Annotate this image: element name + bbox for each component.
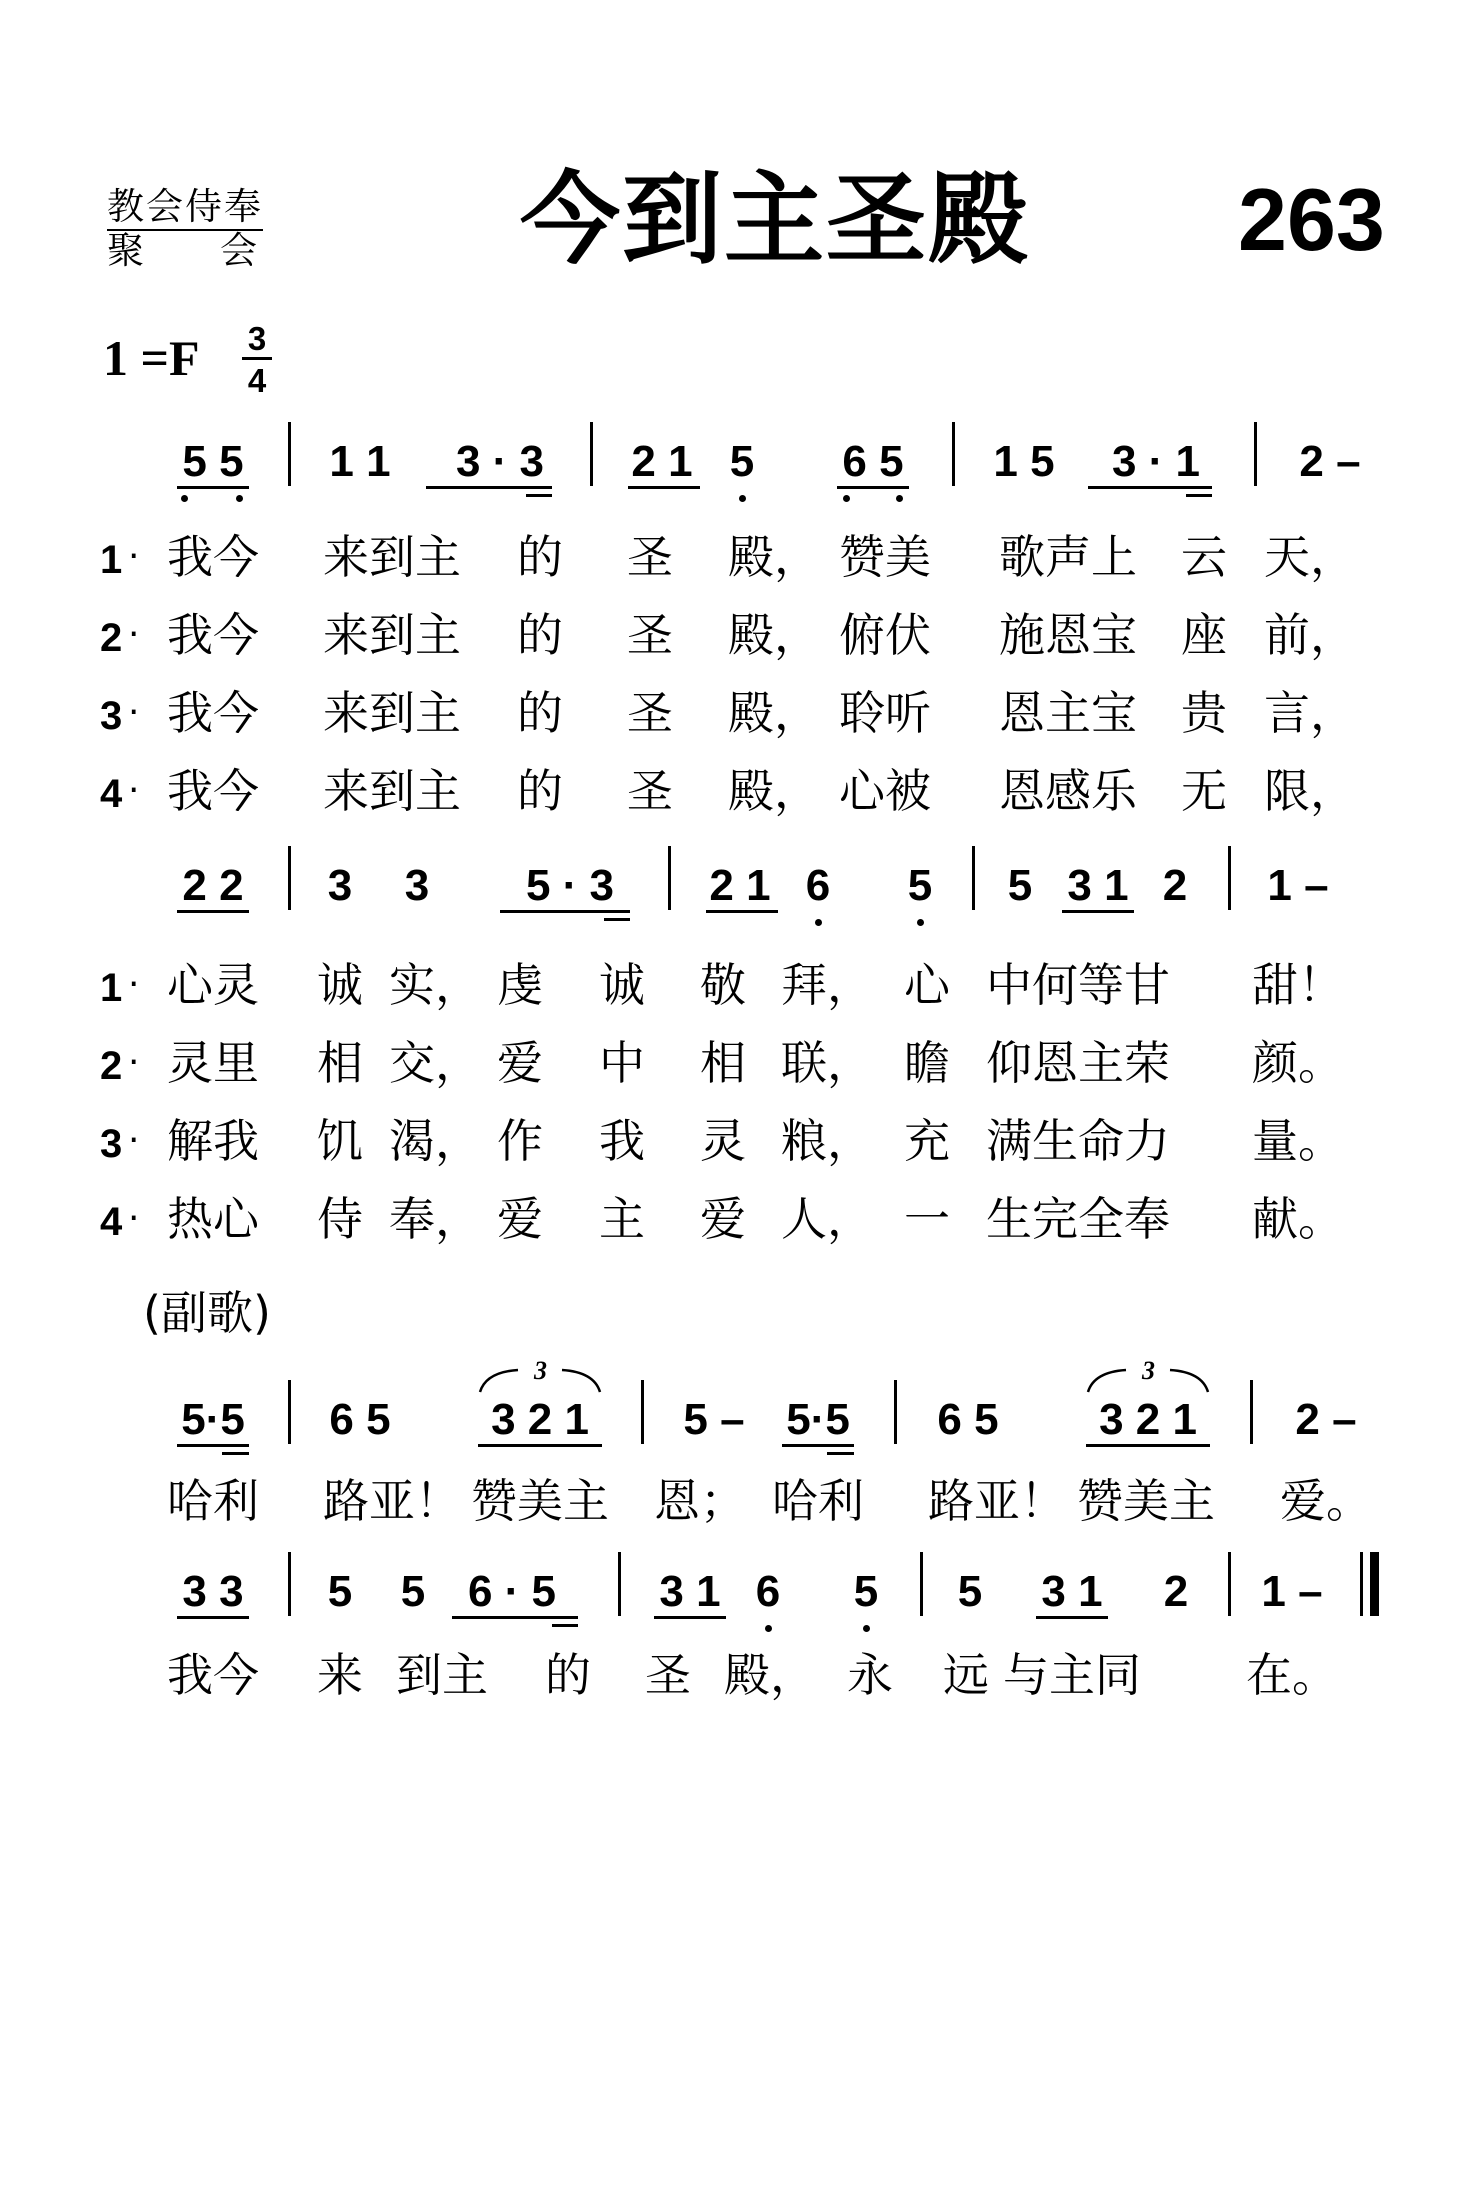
- lyric-syllable: 我: [599, 1114, 645, 1168]
- lyric-syllable: 哈利: [772, 1474, 864, 1528]
- lyric-syllable: 在。: [1246, 1648, 1338, 1702]
- note: 5: [327, 1567, 353, 1616]
- lyric-syllable: 交，: [389, 1036, 481, 1090]
- lyric-syllable: 瞻: [904, 1036, 950, 1090]
- note-group: 6 5: [937, 1395, 999, 1444]
- note-underline: [654, 1616, 726, 1619]
- lyric-syllable: 颜。: [1252, 1036, 1344, 1090]
- bar-line: [590, 422, 593, 486]
- lyric-syllable: 爱: [497, 1036, 543, 1090]
- lyric-syllable: 满生命力: [986, 1114, 1170, 1168]
- verse-number-dot: ·: [128, 614, 140, 655]
- note-group: 3 3: [182, 1567, 244, 1616]
- note-underline: [837, 486, 909, 489]
- low-octave-dot: [843, 495, 850, 502]
- category-label: 教会侍奉: [107, 188, 263, 231]
- lyric-syllable: 永: [847, 1648, 893, 1702]
- lyric-syllable: 来: [317, 1648, 363, 1702]
- note-group: 6 · 5: [467, 1567, 557, 1616]
- lyric-syllable: 仰恩主荣: [986, 1036, 1170, 1090]
- verse-number-dot: ·: [128, 1198, 140, 1239]
- lyric-syllable: 聆听: [839, 686, 931, 740]
- category-sub-char: 聚: [107, 229, 146, 272]
- lyric-syllable: 主: [599, 1192, 645, 1246]
- note: 5: [907, 861, 933, 910]
- note-group: 6 5: [842, 437, 904, 486]
- lyric-syllable: 心灵: [167, 958, 259, 1012]
- time-signature-top: 3: [242, 322, 272, 360]
- note-underline: [1186, 494, 1212, 497]
- note-group: 3 1: [659, 1567, 721, 1616]
- lyric-syllable: 充: [904, 1114, 950, 1168]
- note-underline: [526, 494, 552, 497]
- bar-line: [668, 846, 671, 910]
- lyric-syllable: 人，: [781, 1192, 873, 1246]
- verse-number: 1: [100, 538, 123, 582]
- lyric-syllable: 殿，: [724, 1648, 816, 1702]
- lyric-syllable: 殿，: [728, 764, 820, 818]
- low-octave-dot: [765, 1625, 772, 1632]
- lyric-syllable: 渴，: [389, 1114, 481, 1168]
- lyric-syllable: 的: [517, 764, 563, 818]
- lyric-syllable: 量。: [1252, 1114, 1344, 1168]
- lyric-syllable: 圣: [645, 1648, 691, 1702]
- verse-number-dot: ·: [128, 964, 140, 1005]
- note-group: 1 –: [1261, 1567, 1323, 1616]
- lyric-syllable: 相: [700, 1036, 746, 1090]
- note: 2: [1162, 861, 1188, 910]
- lyric-syllable: 俯伏: [839, 608, 931, 662]
- lyric-syllable: 实，: [389, 958, 481, 1012]
- triplet-number: 3: [534, 1356, 547, 1385]
- note-underline: [478, 1444, 602, 1447]
- lyric-syllable: 灵里: [167, 1036, 259, 1090]
- low-octave-dot: [896, 495, 903, 502]
- note: 5: [400, 1567, 426, 1616]
- final-bar-thick: [1370, 1552, 1379, 1616]
- bar-line: [894, 1380, 897, 1444]
- lyric-syllable: 来到主: [323, 608, 461, 662]
- lyric-syllable: 粮，: [781, 1114, 873, 1168]
- lyric-syllable: 解我: [167, 1114, 259, 1168]
- note: 6: [755, 1567, 781, 1616]
- lyric-syllable: 我今: [167, 530, 259, 584]
- note: 5: [957, 1567, 983, 1616]
- lyric-syllable: 前，: [1264, 608, 1356, 662]
- lyric-syllable: 远: [943, 1648, 989, 1702]
- lyric-syllable: 我今: [167, 608, 259, 662]
- lyric-syllable: 献。: [1252, 1192, 1344, 1246]
- verse-number: 3: [100, 694, 123, 738]
- note-group: 1 1: [329, 437, 391, 486]
- lyric-syllable: 云: [1181, 530, 1227, 584]
- low-octave-dot: [236, 495, 243, 502]
- lyric-syllable: 虔: [497, 958, 543, 1012]
- lyric-syllable: 爱: [497, 1192, 543, 1246]
- bar-line: [972, 846, 975, 910]
- note-group: 5 5: [182, 437, 244, 486]
- verse-number-dot: ·: [128, 1120, 140, 1161]
- bar-line: [288, 422, 291, 486]
- note: 3: [404, 861, 430, 910]
- lyric-syllable: 敬: [700, 958, 746, 1012]
- note-underline: [604, 918, 630, 921]
- bar-line: [952, 422, 955, 486]
- final-bar-thin: [1360, 1552, 1363, 1616]
- note-group: 3 2 1: [1099, 1395, 1197, 1444]
- lyric-syllable: 天，: [1264, 530, 1356, 584]
- note-underline: [552, 1624, 578, 1627]
- lyric-syllable: 诚: [599, 958, 645, 1012]
- lyric-syllable: 来到主: [323, 686, 461, 740]
- lyric-syllable: 相: [317, 1036, 363, 1090]
- bar-line: [288, 846, 291, 910]
- lyric-syllable: 施恩宝: [999, 608, 1137, 662]
- lyric-syllable: 圣: [627, 764, 673, 818]
- lyric-syllable: 来到主: [323, 530, 461, 584]
- note-group: 1 –: [1267, 861, 1329, 910]
- verse-number: 2: [100, 1044, 123, 1088]
- note-underline: [706, 910, 778, 913]
- verse-number-dot: ·: [128, 770, 140, 811]
- note-underline: [177, 1444, 249, 1447]
- lyric-syllable: 的: [517, 530, 563, 584]
- lyric-syllable: 圣: [627, 608, 673, 662]
- lyric-syllable: 路亚！: [323, 1474, 461, 1528]
- lyric-syllable: 无: [1181, 764, 1227, 818]
- note-underline: [177, 910, 249, 913]
- low-octave-dot: [739, 495, 746, 502]
- note-underline: [782, 1444, 854, 1447]
- verse-number: 3: [100, 1122, 123, 1166]
- note-group: 5·5: [181, 1395, 245, 1444]
- time-signature-bottom: 4: [247, 362, 267, 399]
- verse-number: 4: [100, 1200, 123, 1244]
- note-group: 5 · 3: [525, 861, 615, 910]
- note: 2: [1163, 1567, 1189, 1616]
- lyric-syllable: 灵: [700, 1114, 746, 1168]
- note-underline: [177, 1616, 249, 1619]
- low-octave-dot: [181, 495, 188, 502]
- lyric-syllable: 来到主: [323, 764, 461, 818]
- lyric-syllable: 恩主宝: [999, 686, 1137, 740]
- lyric-syllable: 联，: [781, 1036, 873, 1090]
- hymn-number: 263: [1238, 170, 1385, 269]
- lyric-syllable: 与主同: [1003, 1648, 1141, 1702]
- lyric-syllable: 路亚！: [928, 1474, 1066, 1528]
- category-sub-label: [107, 229, 259, 272]
- lyric-syllable: 我今: [167, 1648, 259, 1702]
- note-group: 2 1: [631, 437, 693, 486]
- lyric-syllable: 爱: [700, 1192, 746, 1246]
- lyric-syllable: 中何等甘: [986, 958, 1170, 1012]
- category-sub-char: 会: [220, 229, 259, 272]
- lyric-syllable: 的: [545, 1648, 591, 1702]
- lyric-syllable: 赞美主: [1077, 1474, 1215, 1528]
- lyric-syllable: 的: [517, 608, 563, 662]
- note: 5: [729, 437, 755, 486]
- note-group: 5·5: [786, 1395, 850, 1444]
- note-group: 1 5: [993, 437, 1055, 486]
- hymn-title: 今到主圣殿: [520, 161, 1030, 278]
- lyric-syllable: 贵: [1181, 686, 1227, 740]
- bar-line: [618, 1552, 621, 1616]
- note-group: 2 –: [1295, 1395, 1357, 1444]
- bar-line: [641, 1380, 644, 1444]
- lyric-syllable: 赞美主: [471, 1474, 609, 1528]
- lyric-syllable: 生完全奉: [986, 1192, 1170, 1246]
- note: 5: [1007, 861, 1033, 910]
- lyric-syllable: 圣: [627, 686, 673, 740]
- key-signature: 1 =F: [103, 330, 200, 386]
- verse-number-dot: ·: [128, 536, 140, 577]
- note-group: 3 · 3: [455, 437, 545, 486]
- note-group: 2 –: [1299, 437, 1361, 486]
- bar-line: [1250, 1380, 1253, 1444]
- lyric-syllable: 殿，: [728, 686, 820, 740]
- lyric-syllable: 作: [497, 1114, 543, 1168]
- note-underline: [452, 1616, 578, 1619]
- lyric-syllable: 哈利: [167, 1474, 259, 1528]
- low-octave-dot: [863, 1625, 870, 1632]
- low-octave-dot: [815, 919, 822, 926]
- verse-number: 4: [100, 772, 123, 816]
- verse-number-dot: ·: [128, 692, 140, 733]
- lyric-syllable: 的: [517, 686, 563, 740]
- verse-number: 2: [100, 616, 123, 660]
- lyric-syllable: 饥: [317, 1114, 363, 1168]
- lyric-syllable: 殿，: [728, 530, 820, 584]
- lyric-syllable: 恩；: [654, 1474, 746, 1528]
- bar-line: [1254, 422, 1257, 486]
- low-octave-dot: [917, 919, 924, 926]
- note: 5: [853, 1567, 879, 1616]
- verse-number-dot: ·: [128, 1042, 140, 1083]
- lyric-syllable: 拜，: [781, 958, 873, 1012]
- note-underline: [1036, 1616, 1108, 1619]
- lyric-syllable: 奉，: [389, 1192, 481, 1246]
- lyric-syllable: 殿，: [728, 608, 820, 662]
- note-group: 3 2 1: [491, 1395, 589, 1444]
- note-group: 3 1: [1067, 861, 1129, 910]
- bar-line: [288, 1380, 291, 1444]
- lyric-syllable: 爱。: [1280, 1474, 1372, 1528]
- lyric-syllable: 心: [904, 958, 950, 1012]
- lyric-syllable: 心被: [839, 764, 931, 818]
- lyric-syllable: 限，: [1264, 764, 1356, 818]
- lyric-syllable: 圣: [627, 530, 673, 584]
- lyric-syllable: 热心: [167, 1192, 259, 1246]
- note-underline: [1088, 486, 1212, 489]
- lyric-syllable: 一: [904, 1192, 950, 1246]
- lyric-syllable: 赞美: [839, 530, 931, 584]
- lyric-syllable: 甜！: [1252, 958, 1344, 1012]
- note-underline: [500, 910, 630, 913]
- note-underline: [827, 1452, 854, 1455]
- time-signature: [242, 322, 272, 397]
- chorus-label: (副歌): [143, 1286, 271, 1340]
- bar-line: [1228, 1552, 1231, 1616]
- bar-line: [1228, 846, 1231, 910]
- note-group: 5 –: [683, 1395, 745, 1444]
- note-group: 6 5: [329, 1395, 391, 1444]
- note-group: 2 2: [182, 861, 244, 910]
- note-group: 2 1: [709, 861, 771, 910]
- note-underline: [222, 1452, 249, 1455]
- lyric-syllable: 侍: [317, 1192, 363, 1246]
- note: 3: [327, 861, 353, 910]
- triplet-number: 3: [1142, 1356, 1155, 1385]
- note-underline: [426, 486, 552, 489]
- lyric-syllable: 歌声上: [999, 530, 1137, 584]
- note-group: 3 1: [1041, 1567, 1103, 1616]
- lyric-syllable: 座: [1181, 608, 1227, 662]
- note: 6: [805, 861, 831, 910]
- lyric-syllable: 言，: [1264, 686, 1356, 740]
- lyric-syllable: 恩感乐: [999, 764, 1137, 818]
- note-underline: [1062, 910, 1134, 913]
- verse-number: 1: [100, 966, 123, 1010]
- lyric-syllable: 中: [599, 1036, 645, 1090]
- note-group: 3 · 1: [1111, 437, 1201, 486]
- note-underline: [628, 486, 700, 489]
- bar-line: [920, 1552, 923, 1616]
- note-underline: [1086, 1444, 1210, 1447]
- lyric-syllable: 到主: [396, 1648, 488, 1702]
- lyric-syllable: 我今: [167, 764, 259, 818]
- lyric-syllable: 诚: [317, 958, 363, 1012]
- note-underline: [177, 486, 249, 489]
- bar-line: [288, 1552, 291, 1616]
- lyric-syllable: 我今: [167, 686, 259, 740]
